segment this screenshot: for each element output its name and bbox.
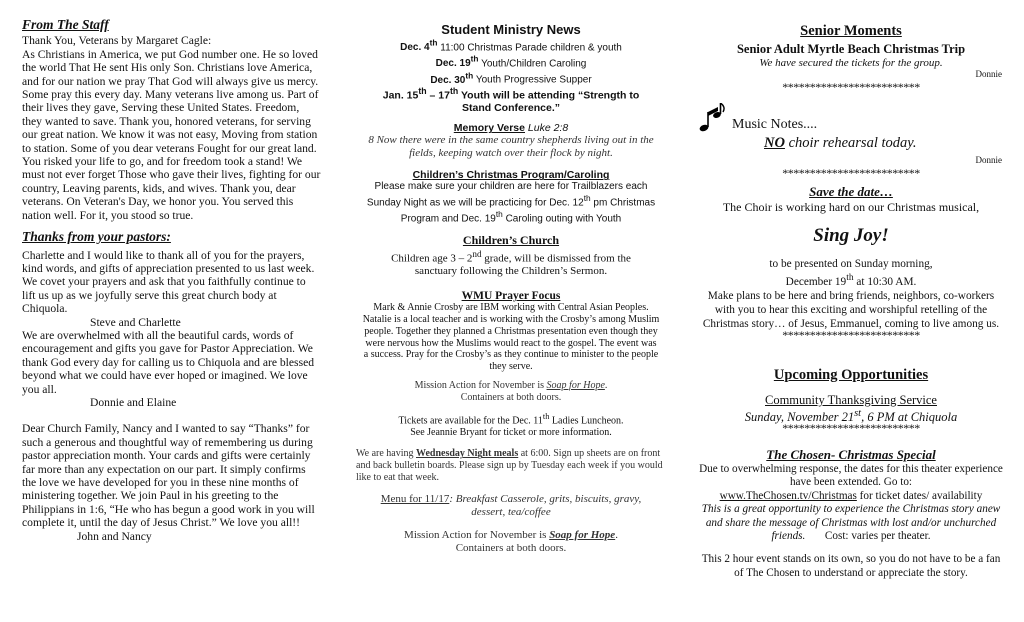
wmu-text: Mark & Annie Crosby are IBM working with Central Asian Peoples. Natalie is a local teacher and is working with the Crosby’s among Muslim people. Together they planned a Christmas presentation even though they were nervous how the Muslims would react to the gospel. The event was a success. Pray for the Crosby’s as they continue to minister to the people they serve. — [362, 302, 660, 373]
save-the-date-title: Save the date… — [809, 184, 893, 199]
myrtle-beach-trip: Senior Adult Myrtle Beach Christmas Trip — [736, 42, 966, 56]
memory-verse-text: 8 Now there were in the same country shepherds living out in the fields, keeping watch over their flock by night. — [368, 134, 654, 160]
thanksgiving-service-date: Sunday, November 21st, 6 PM at Chiquola — [744, 407, 958, 424]
chosen-link[interactable]: www.TheChosen.tv/Christmas — [719, 489, 857, 502]
mission-action-2: Mission Action for November is Soap for Hope. Containers at both doors. — [404, 528, 618, 554]
menu: Menu for 11/17: Breakfast Casserole, grits, biscuits, gravy, dessert, tea/coffee — [380, 492, 642, 518]
music-notes-label: Music Notes.... — [732, 117, 818, 132]
pastors-text: Charlette and I would like to thank all of you for the prayers, kind words, and gifts of appreciation presented to us last week. We covet your prayers and ask that you faithfully continue to lift us up as we joyfully serve this great church body at Chiquola. — [22, 248, 315, 316]
staff-column — [22, 0, 322, 543]
signature-donnie: Donnie — [975, 69, 1002, 79]
nancy-text: Dear Church Family, Nancy and I wanted to say “Thanks” for such a generous and thoughtful way of remembering us during pastor appreciation month. Your cards and gifts were certainly far more than any expectation on our part. It simply confirms the love we have developed for you in these nine months of ministering together. We join Paul in his greeting to the Philippians in 1:6, “He who has begun a good work in you will complete it, until the day of Jesus Christ.” We love you all!! — [22, 422, 315, 530]
divider-stars: ************************* — [782, 166, 920, 180]
divider-stars: ************************* — [782, 327, 920, 342]
pastors-signature: Steve and Charlette — [90, 315, 181, 329]
student-ministry-title: Student Ministry News — [441, 22, 581, 37]
childrens-church-text: Children age 3 – 2nd grade, will be dismissed from the sanctuary following the Children’s Sermon. — [391, 248, 631, 278]
veterans-title: Thank You, Veterans by Margaret Cagle: — [22, 34, 212, 48]
christmas-program-text: Please make sure your children are here for Trailblazers each Sunday Night as we will be practicing for Dec. 12th pm Christmas Program and Dec. 19th Caroling outing with Youth — [366, 181, 656, 225]
musical-date: to be presented on Sunday morning, December 19th at 10:30 AM. — [769, 258, 933, 288]
music-notes-section — [696, 103, 1006, 155]
chosen-closing: This 2 hour event stands on its own, so you do not have to be a fan of The Chosen to understand or appreciate the story. — [701, 553, 1001, 579]
veterans-poem: As Christians in America, we put God number one. He so loved the world That He sent His only Son. Christians love America, and for our nation we pray That God will always give us mercy. Some pray this every day. Many veterans live among us. Part of their lives they gave, Serving these United States. Freedom, they wanted to save. Thank you, honored veterans, for serving our great nation. We know it was not easy, Moving from station to station. Some of you dear veterans Fought for our great land. You risked your life to go, and for freedom took a stand! We must not ever forget Those who gave their lives, fighting for our country, Leaving parents, kids, and wives. Thank you, dear veterans. On Veteran's Day, we honor you. You served this nation well. For it, you stood so true. — [22, 47, 321, 222]
wmu-title: WMU Prayer Focus — [461, 290, 561, 303]
staff-heading: From The Staff — [22, 17, 109, 32]
divider-stars: ************************* — [782, 420, 920, 435]
chosen-text: Due to overwhelming response, the dates for this theater experience have been extended. Go to: www.TheChosen.tv/Christmas for ticket dates/ availability — [699, 462, 1003, 502]
elaine-text: We are overwhelmed with all the beautiful cards, words of encouragement and gifts you gave for Pastor Appreciation. We thank God every day for calling us to Chiquola and are blessed beyond what we could have ever hoped or imagined. We love you all. — [22, 328, 315, 396]
nancy-signature: John and Nancy — [77, 529, 152, 543]
music-notes-icon — [698, 103, 726, 133]
chosen-invitation: This is a great opportunity to experience the Christmas story anew and share the message of Christmas with lost and/or unchurched friends. Cost: varies per theater. — [701, 503, 1001, 542]
childrens-church-title: Children’s Church — [462, 232, 560, 247]
musical-invitation: Make plans to be here and bring friends, neighbors, co-workers with you to hear this exciting and worshipful retelling of the Christmas story… of Jesus, Emmanuel, coming to live among us. — [702, 289, 1000, 330]
senior-moments-title: Senior Moments — [800, 23, 902, 39]
chosen-special-title: The Chosen- Christmas Special — [766, 446, 936, 462]
trip-text: We have secured the tickets for the group. — [759, 57, 943, 69]
no-rehearsal-note: NO choir rehearsal today. — [764, 135, 917, 151]
sing-joy-title: Sing Joy! — [813, 225, 889, 246]
wednesday-meals: We are having Wednesday Night meals at 6:00. Sign up sheets are on front and back bulletin boards. Please sign up by Tuesday each week if you would like to eat that week. — [356, 448, 663, 484]
luncheon-tickets: Tickets are available for the Dec. 11th Ladies Luncheon. See Jeannie Bryant for ticket or more information. — [398, 411, 624, 438]
news-item: Dec. 4th 11:00 Christmas Parade children & youth — [400, 38, 622, 54]
student-ministry-column — [356, 0, 666, 555]
memory-verse-heading: Memory Verse Luke 2:8 — [453, 122, 569, 135]
signature-donnie: Donnie — [975, 155, 1002, 165]
save-the-date-text: The Choir is working hard on our Christmas musical, — [722, 200, 980, 214]
news-item: Jan. 15th – 17th Youth will be attending “Strength to Stand Conference.” — [382, 86, 640, 114]
mission-action-1: Mission Action for November is Soap for Hope. Containers at both doors. — [414, 379, 608, 403]
student-news-list — [356, 38, 666, 114]
news-item: Dec. 30th Youth Progressive Supper — [430, 70, 592, 86]
divider-stars: ************************* — [782, 80, 920, 94]
senior-column — [696, 0, 1006, 580]
elaine-signature: Donnie and Elaine — [90, 395, 177, 409]
news-item: Dec. 19th Youth/Children Caroling — [435, 54, 587, 70]
upcoming-opportunities-title: Upcoming Opportunities — [773, 366, 929, 383]
pastors-heading: Thanks from your pastors: — [22, 229, 171, 245]
christmas-program-title: Children’s Christmas Program/Caroling — [412, 169, 610, 182]
thanksgiving-service-title: Community Thanksgiving Service — [765, 392, 937, 407]
